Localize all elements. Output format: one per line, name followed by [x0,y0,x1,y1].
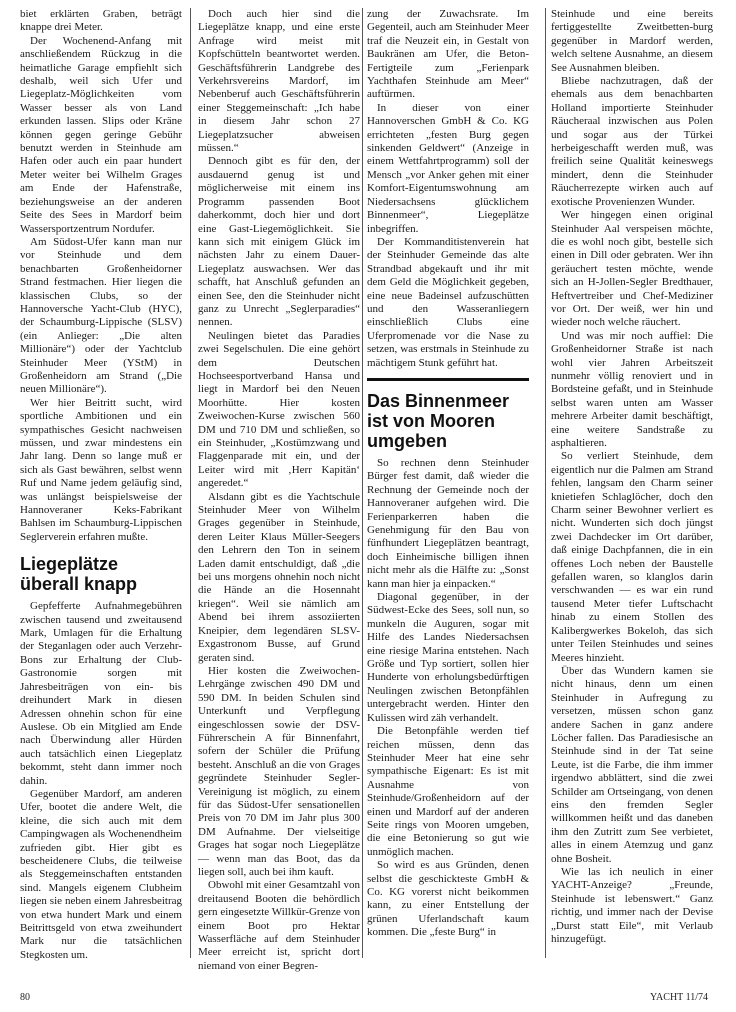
paragraph: Steinhude und eine bereits fertiggestellte Zweitbetten-burg gegenüber in Mardorf werden, welch seltene Ausnahme, an diesem See Ausnahmen bleiben. [551,8,713,74]
paragraph: biet erklärten Graben, beträgt knappe drei Meter. [20,8,182,34]
paragraph: Gegenüber Mardorf, am anderen Ufer, bootet die andere Welt, die kleine, die sich auch mit dem Campingwagen als Wochenendheim zufrieden gibt. Hier gibt es bescheidenere Clubs, die teilweise als Steggemeinschaften entstanden sind. Mangels eigenem Clubheim liegen sie neben einem Jahresbeitrag von etwa hundert Mark und einem Beitrittsgeld von etwa zweihundert Mark nur die tatsächlichen Stegkosten um. [20,787,182,961]
column-rule [362,8,363,958]
page-number: 80 [20,992,30,1003]
paragraph: Wer hingegen einen original Steinhuder Aal verspeisen möchte, die es wohl noch gibt, bestelle sich einen in Dill oder gebraten. Wer ihn geräuchert testen möchte, wende sich an H-Jollen-Segler Bredthauer, Heftvertreiber und Chef-Mediziner vor Ort. Der weiß, wer hin und wieder noch welche räuchert. [551,209,713,329]
magazine-issue: YACHT 11/74 [649,992,708,1003]
column-rule [545,8,546,958]
column-4 [551,8,713,968]
paragraph: In dieser von einer Hannoverschen GmbH & Co. KG errichteten „festen Burg gegen sinkenden Geldwert“ (Anzeige in einem Wettfahrtprogramm) soll der Mensch „vor Anker gehen mit einer Komfort-Eigentumswohnung am Niedersachsens glücklichem Binnenmeer“, Liegeplätze inbegriffen. [367,101,529,235]
paragraph: Über das Wundern kamen sie nicht hinaus, denn um einen Steinhuder in Aufregung zu versetzen, müssen schon ganz andere Sachen in ganz andere Löcher fallen. Das Paradiesische an Steinhude sind in der Tat seine Leute, ist die Farbe, die ihm immer irgendwo abblättert, sind die zwei Schilder am Ortseingang, von denen eins den fremden Segler willkommen heißt und das daneben ihm den Zutritt zum See verbietet, alles in einem Atemzug und ganz ohne Bosheit. [551,664,713,865]
paragraph: Der Wochenend-Anfang mit anschließendem Rückzug in die heimatliche Garage empfiehlt sich deshalb, weil sich Ufer und Liegeplatz-Möglichkeiten vom Wasser besser als von Land erkunden lassen. Slips oder Kräne können gegen geringe Gebühr benutzt werden in Steinhude am Hafen oder auch ein paar hundert Meter weiter bei Wilhelm Grages am Ende der Hafenstraße, beziehungsweise an der anderen Seite des Sees in Mardorf beim Wassersportzentrum Nordufer. [20,34,182,235]
paragraph: Alsdann gibt es die Yachtschule Steinhuder Meer von Wilhelm Grages gegenüber in Steinhude, deren Leiter Klaus Müller-Seegers den Lehrern den Ton in seinem Laden damit entschuldigt, daß „die bei uns morgens ohnehin noch nicht die Hände an die Hosennaht kriegen“. Weil sie nämlich am Abend bei ihrem assoziierten Kneipier, dem legendären SLSV-Exgastronom Busse, auf Grund geraten sind. [198,490,360,664]
paragraph: Obwohl mit einer Gesamtzahl von dreitausend Booten die behördlich gern eingesetzte Willkür-Grenze von einem Boot pro Hektar Wasserfläche auf dem Steinhuder Meer erreicht ist, spricht dort niemand von einer Begren- [198,879,360,972]
paragraph: Wie las ich neulich in einer YACHT-Anzeige? „Freunde, Steinhude ist lebenswert.“ Ganz richtig, und immer nach der Devise „Durst statt Eile“, mit Verlaub hinzugefügt. [551,866,713,946]
column-1 [20,8,182,961]
paragraph: Hier kosten die Zweiwochen-Lehrgänge zwischen 490 DM und 590 DM. In beiden Schulen sind Unterkunft und Verpflegung eingeschlossen sowie der DSV-Führerschein A für Binnenfahrt, sofern der Schüler die Prüfung besteht. Anschluß an die von Grages gegründete Steinhuder Segler-Vereinigung ist möglich, zu einem für das Südost-Ufer sensationellen Preis von 70 DM im Jahr plus 300 DM Aufnahme. Der vielseitige Grages hat sogar noch Liegeplätze — wenn man das Boot, das da liegen soll, auch bei ihm kauft. [198,664,360,878]
paragraph: Am Südost-Ufer kann man nur vor Steinhude und dem benachbarten Großenheidorner Strand festmachen. Hier liegen die klassischen Clubs, so der Hannoversche Yacht-Club (HYC), der Schaumburg-Lippische (SLSV) (ein Anlieger: „Die alten Millionäre“) oder der Yachtclub Steinhuder Meer (YStM) in Großenheidorn am Strand („Die neuen Millionäre“). [20,235,182,396]
paragraph: Diagonal gegenüber, in der Südwest-Ecke des Sees, soll nun, so munkeln die Auguren, sogar mit Hilfe des Landes Niedersachsen eine riesige Marina entstehen. Nach Größe und Typ sortiert, sollen hier Hunderte von erholungsbedürftigen Neulingen zwischen Betonpfählen untergebracht werden. Hinter den Kulissen wird zäh verhandelt. [367,591,529,724]
paragraph: Neulingen bietet das Paradies zwei Segelschulen. Die eine gehört dem Deutschen Hochseesportverband Hansa und liegt in Mardorf bei den Neuen Moorhütte. Hier kosten Zweiwochen-Kurse zwischen 560 DM und 710 DM und schließen, so ein Steinhuder, „Kostümzwang und Flaggenparade mit ein, und der Leiter wird mit ‚Herr Kapitän‘ angeredet.“ [198,329,360,490]
paragraph: zung der Zuwachsrate. Im Gegenteil, auch am Steinhuder Meer traf die Neuzeit ein, in Gestalt von Baukränen am Ufer, die Beton-Fertigteile zum „Ferienpark Yachthafen Steinhude am Meer“ auftürmen. [367,8,529,101]
paragraph: Die Betonpfähle werden tief reichen müssen, denn das Steinhuder Meer hat eine sehr sympathische Eigenart: Es ist mit Ausnahme von Steinhude/Großenheidorn auf der einen und Mardorf auf der anderen Seite rings von Mooren umgeben, die eine Betonierung so gut wie unmöglich machen. [367,725,529,858]
column-3 [367,8,529,968]
paragraph: So wird es aus Gründen, denen selbst die geschickteste GmbH & Co. KG vorerst nicht beikommen kann, zu einer Entstellung der grünen Uferlandschaft kaum kommen. Die „feste Burg“ in [367,859,529,939]
paragraph: Der Kommanditistenverein hat der Steinhuder Gemeinde das alte Strandbad abgekauft und ihr mit dem Geld die Möglichkeit gegeben, eine neue Badeinsel aufzuschütten und den Wasseranliegern einschließlich Clubs eine Uferpromenade vor die Nase zu setzen, was erstmals in Steinhude zu mächtigem Stunk geführt hat. [367,235,529,369]
paragraph: Gepfefferte Aufnahmegebühren zwischen tausend und zweitausend Mark, Umlagen für die Erhaltung der Steganlagen oder auch Verzehr-Bons zur Erhaltung der Club-Gastronomie sorgen mit Jahresbeiträgen von ein- bis dreihundert Mark in diesen Adressen ohnehin schon für eine Auslese. Ob ein Mitglied am Ende nach Überwindung aller Hürden auch tatsächlich einen Liegeplatz bekommt, steht dann immer noch dahin. [20,600,182,787]
paragraph: So verliert Steinhude, dem eigentlich nur die Palmen am Strand fehlen, langsam den Charm seiner knietiefen Schlaglöcher, doch den Charm seiner Bewohner verliert es nicht. Wunderten sich doch jüngst zwei Dachdecker im Ort darüber, daß einige Dachpfannen, die in ein offenes Loch neben der Baustelle gefallen waren, so klanglos darin verschwanden — es war ein rund tausend Meter tiefer Luftschacht hinab zu einem Stollen des Kalibergwerkes Bokeloh, das sich unter Teilen Steinhudes und seines Meeres hinzieht. [551,450,713,664]
headline-bar [367,378,529,381]
section-headline: Das Binnenmeer ist von Mooren umgeben [367,390,510,451]
paragraph: Wer hier Beitritt sucht, wird sportliche Ambitionen und ein sympathisches Gesicht nachweisen müssen, und zwar mindestens ein Jahr lang. Denn so lange muß er sich als Gast bewähren, selbst wenn Ruf und Name jedem geläufig sind, was unlängst beispielsweise der Hannoveraner Keks-Fabrikant Bahlsen im Schaumburg-Lippischen Seglerverein erfahren mußte. [20,396,182,543]
paragraph: So rechnen denn Steinhuder Bürger fest damit, daß wieder die Rechnung der Gemeinde noch der Hannoveraner aufgehen wird. Die Ferienparkerren haben die Genehmigung für den Bau von fünfhundert Liegeplätzen beantragt, doch Einheimische billigen ihnen nicht mehr als die Hälfte zu: „Sonst kann man hier ja einpacken.“ [367,456,529,590]
paragraph: Bliebe nachzutragen, daß der ehemals aus dem benachbarten Holland importierte Steinhuder Räucheraal inzwischen aus Polen und sogar aus der Türkei herbeigeschafft werden muß, was freilich seine Qualität keineswegs mindert, denn die Steinhuder Räucherrezepte wirken auch auf exotische Provenienzen Wunder. [551,75,713,208]
paragraph: Und was mir noch auffiel: Die Großenheidorner Straße ist nach wohl vier Jahren Arbeitszeit nunmehr völlig renoviert und in Bordsteine gefaßt, und in Steinhude selbst waren unten am Wasser mehrere Arbeiter damit beschäftigt, eine weitere Sandstraße zu asphaltieren. [551,329,713,449]
column-rule [190,8,191,958]
section-headline: Liegeplätze überall knapp [20,554,138,595]
paragraph: Dennoch gibt es für den, der ausdauernd genug ist und möglicherweise mit einem ins Programm passenden Boot daherkommt, doch hier und dort eine Gast-Liegemöglichkeit. Sie kann sich mit einigem Glück im nächsten Jahr zu einem Dauer-Liegeplatz auswachsen. Wer das schafft, hat Anschluß gefunden an einen See, den die Steinhuder nicht ganz zu Unrecht „Seglerparadies“ nennen. [198,155,360,329]
paragraph: Doch auch hier sind die Liegeplätze knapp, und eine erste Anfrage wird meist mit Kopfschütteln beantwortet werden. Geschäftsführerin Landgrebe des Verkehrsvereins Mardorf, im Nebenberuf auch Geschäftsführerin einer Steggemeinschaft: „Ich habe in diesem Jahr schon 27 Liegeplatzsucher abweisen müssen.“ [198,8,360,155]
column-2 [198,8,360,972]
